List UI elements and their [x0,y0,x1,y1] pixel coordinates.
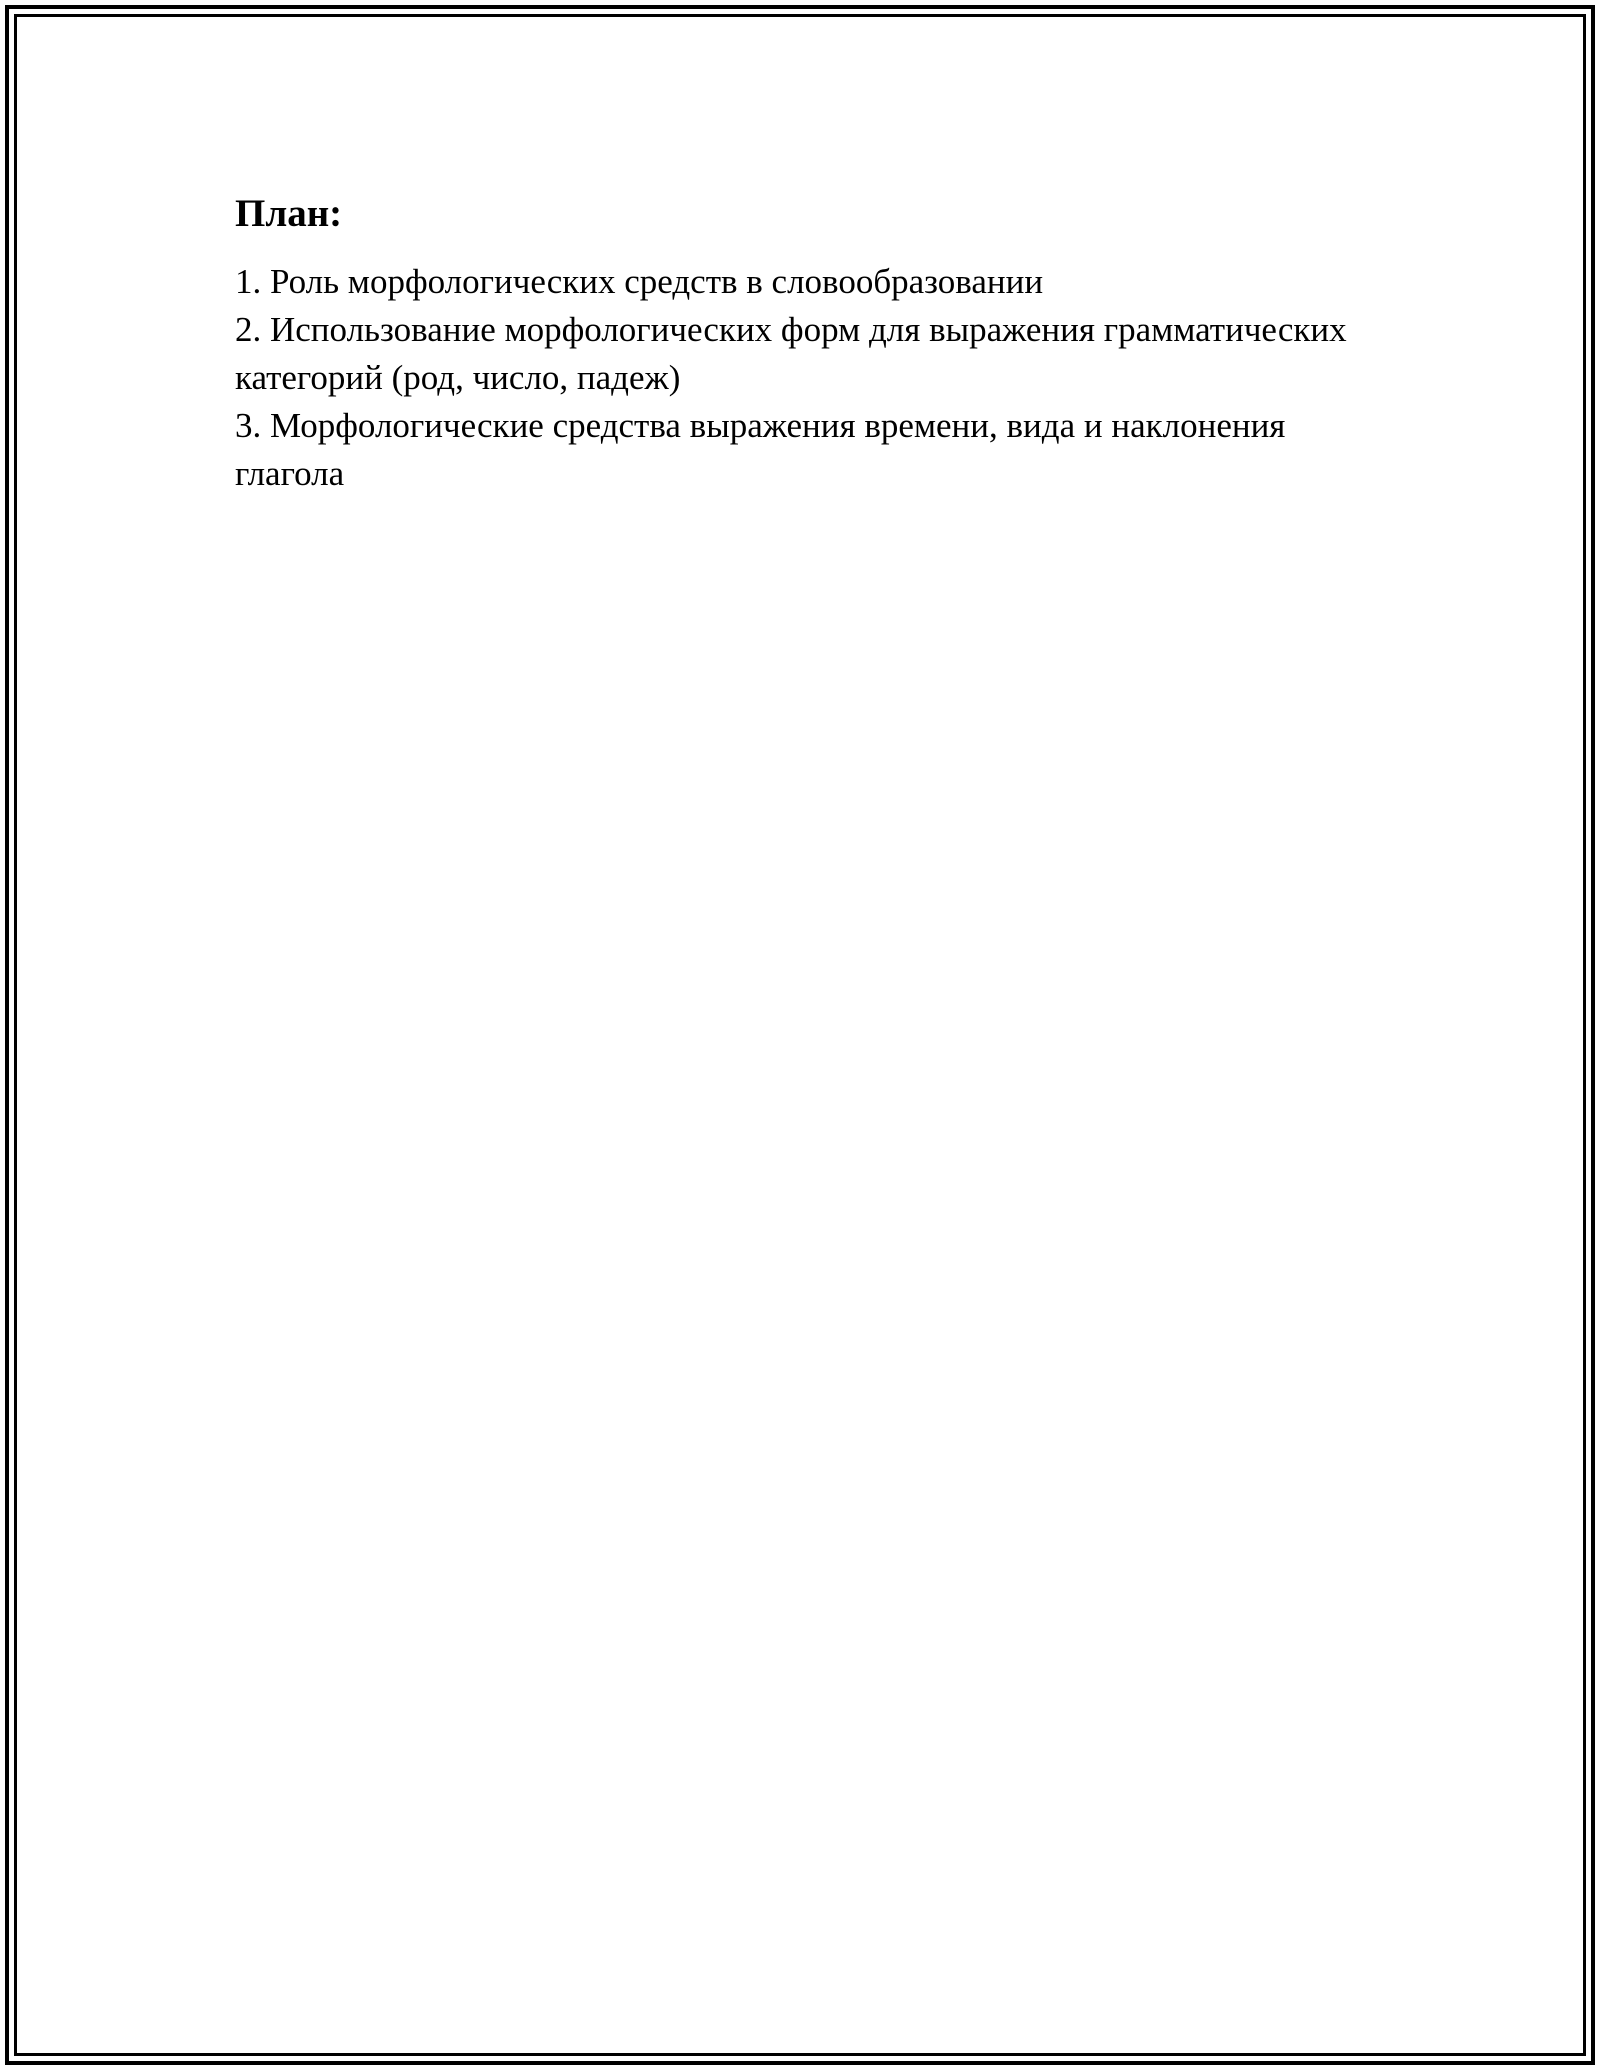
plan-item-2: 2. Использование морфологических форм для выражения грамматических категорий (род, число, падеж) [235,310,1347,397]
plan-item-1: 1. Роль морфологических средств в словообразовании [235,262,1044,301]
document-content [235,188,1385,498]
plan-list [235,258,1385,498]
plan-item-3: 3. Морфологические средства выражения времени, вида и наклонения глагола [235,406,1286,493]
plan-title: План: [235,192,343,235]
